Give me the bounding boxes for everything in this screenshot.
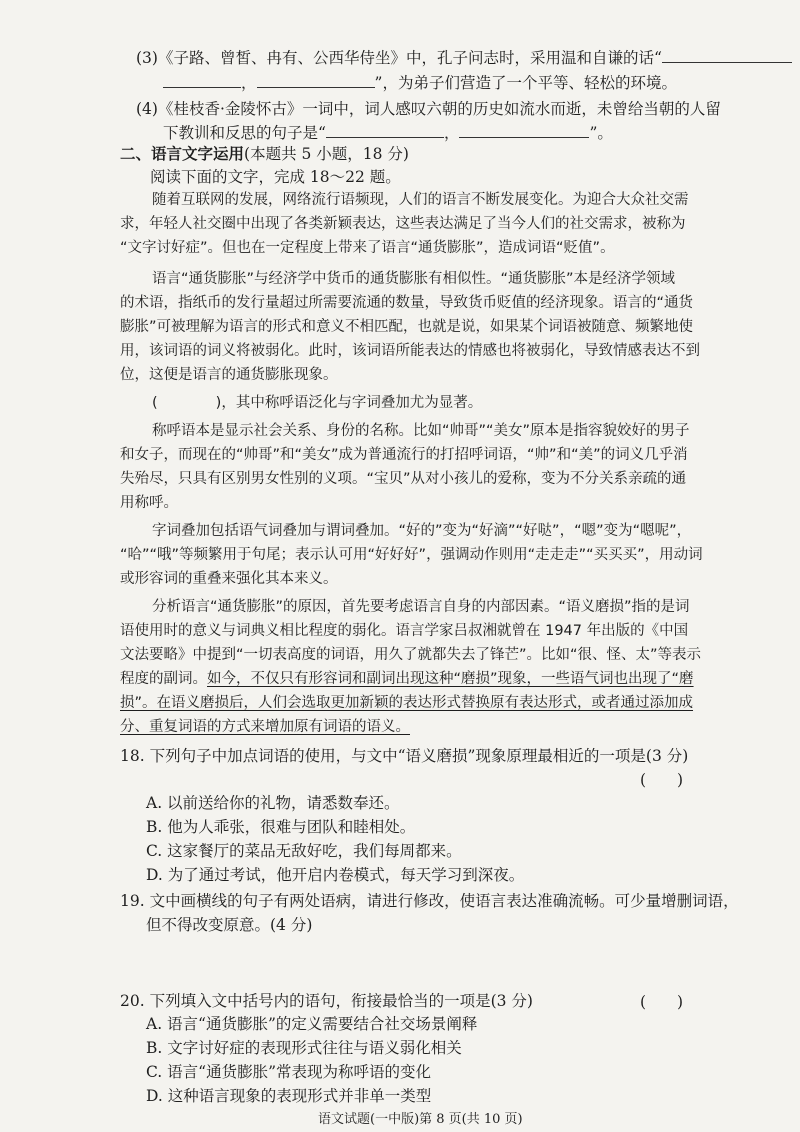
q20-option-d[interactable]: D. 这种语言现象的表现形式并非单一类型 [146,1087,432,1105]
q20-answer-paren[interactable]: ( ) [640,993,684,1011]
q3-line1 [136,47,792,69]
q18-option-a[interactable]: A. 以前送给你的礼物，请悉数奉还。 [146,794,400,812]
q4-line2 [163,122,613,144]
q4-blank-1[interactable] [326,123,444,138]
section2-title: 二、语言文字运用 [120,144,245,163]
passage-line: 随着互联网的发展，网络流行语频现，人们的语言不断发展变化。为迎合大众社交需 [152,192,689,208]
q3-text: (3)《子路、曾皙、冉有、公西华侍坐》中，孔子问志时，采用温和自谦的话“ [136,49,662,67]
q4-blank-2[interactable] [459,123,589,138]
q3-tail: ”，为弟子们营造了一个平等、轻松的环境。 [374,74,677,92]
underlined-sentence: 如今，不仅只有形容词和副词出现这种“磨损”现象，一些语气词也出现了“磨 [207,671,694,687]
q3-blank-2[interactable] [163,73,241,88]
q19-stem-2: 但不得改变原意。(4 分) [146,916,313,934]
q3-blank-1[interactable] [662,48,792,63]
q4-line1: (4)《桂枝香·金陵怀古》一词中，词人感叹六朝的历史如流水而逝，未曾给当朝的人留 [136,100,721,118]
underlined-sentence: 分、重复词语的方式来增加原有词语的语义。 [120,719,410,735]
passage-line: 用，该词语的词义将被弱化。此时，该词语所能表达的情感也将被弱化，导致情感表达不到 [120,343,700,359]
passage-line: “哈”“哦”等频繁用于句尾；表示认可用“好好好”，强调动作则用“走走走”“买买买”，用动词 [120,547,703,563]
q20-option-b[interactable]: B. 文字讨好症的表现形式往往与语义弱化相关 [146,1039,462,1057]
q18-option-b[interactable]: B. 他为人乖张，很难与团队和睦相处。 [146,818,416,836]
q4-sep: ， [443,124,460,142]
passage-line: 和女子，而现在的“帅哥”和“美女”成为普通流行的打招呼词语，“帅”和“美”的词义几乎消 [120,447,688,463]
q20-option-a[interactable]: A. 语言“通货膨胀”的定义需要结合社交场景阐释 [146,1015,478,1033]
passage-line: “文字讨好症”。但也在一定程度上带来了语言“通货膨胀”，造成词语“贬值”。 [120,240,615,256]
q20-option-c[interactable]: C. 语言“通货膨胀”常表现为称呼语的变化 [146,1063,432,1081]
section2-header [120,143,409,165]
q3-line2 [163,72,677,94]
passage-line: 失殆尽，只具有区别男女性别的义项。“宝贝”从对小孩儿的爱称，变为不分关系亲疏的通 [120,471,687,487]
passage-line: 分析语言“通货膨胀”的原因，首先要考虑语言自身的内部因素。“语义磨损”指的是词 [152,599,690,615]
passage-line: 用称呼。 [120,495,178,511]
q18-option-d[interactable]: D. 为了通过考试，他开启内卷模式，每天学习到深夜。 [146,866,525,884]
q3-blank-3[interactable] [257,73,375,88]
passage-text: 程度的副词。 [120,671,207,687]
passage-line: 语使用时的意义与词典义相比程度的弱化。语言学家吕叔湘就曾在 1947 年出版的《中国 [120,623,689,639]
q3-sep: ， [241,74,257,92]
q20-stem: 20. 下列填入文中括号内的语句，衔接最恰当的一项是(3 分) [120,992,533,1010]
passage-line: 称呼语本是显示社会关系、身份的名称。比如“帅哥”“美女”原本是指容貌姣好的男子 [152,423,690,439]
section2-intro: 阅读下面的文字，完成 18～22 题。 [150,168,401,186]
passage-line: 字词叠加包括语气词叠加与谓词叠加。“好的”变为“好滴”“好哒”，“嗯”变为“嗯呢”， [152,523,692,539]
passage-line: 文法要略》中提到“一切表高度的词语，用久了就都失去了锋芒”。比如“很、怪、太”等表示 [120,647,702,663]
q19-stem-1: 19. 文中画横线的句子有两处语病，请进行修改，使语言表达准确流畅。可少量增删词语， [120,892,739,910]
page-footer: 语文试题(一中版)第 8 页(共 10 页) [318,1112,523,1127]
q18-option-c[interactable]: C. 这家餐厅的菜品无敌好吃，我们每周都来。 [146,842,462,860]
q4-tail: ”。 [589,124,613,142]
passage-gap-line: ( )，其中称呼语泛化与字词叠加尤为显著。 [152,395,483,411]
q18-stem: 18. 下列句子中加点词语的使用，与文中“语义磨损”现象原理最相近的一项是(3 分) [120,747,689,765]
passage-line: 求，年轻人社交圈中出现了各类新颖表达，这些表达满足了当今人们的社交需求，被称为 [120,216,686,232]
q4-head: 下教训和反思的句子是“ [163,124,326,142]
passage-line: 或形容词的重叠来强化其本来义。 [120,571,338,587]
section2-note: (本题共 5 小题，18 分) [244,145,409,163]
passage-line: 膨胀”可被理解为语言的形式和意义不相匹配，也就是说，如果某个词语被随意、频繁地使 [120,319,694,335]
passage-line: 位，这便是语言的通货膨胀现象。 [120,367,338,383]
underlined-sentence: 损”。在语义磨损后，人们会选取更加新颖的表达形式替换原有表达形式，或者通过添加成 [120,695,694,711]
passage-line: 的术语，指纸币的发行量超过所需要流通的数量，导致货币贬值的经济现象。语言的“通货 [120,295,694,311]
q18-answer-paren[interactable]: ( ) [640,771,684,789]
passage-line: 语言“通货膨胀”与经济学中货币的通货膨胀有相似性。“通货膨胀”本是经济学领域 [152,271,676,287]
passage-line [120,668,694,690]
